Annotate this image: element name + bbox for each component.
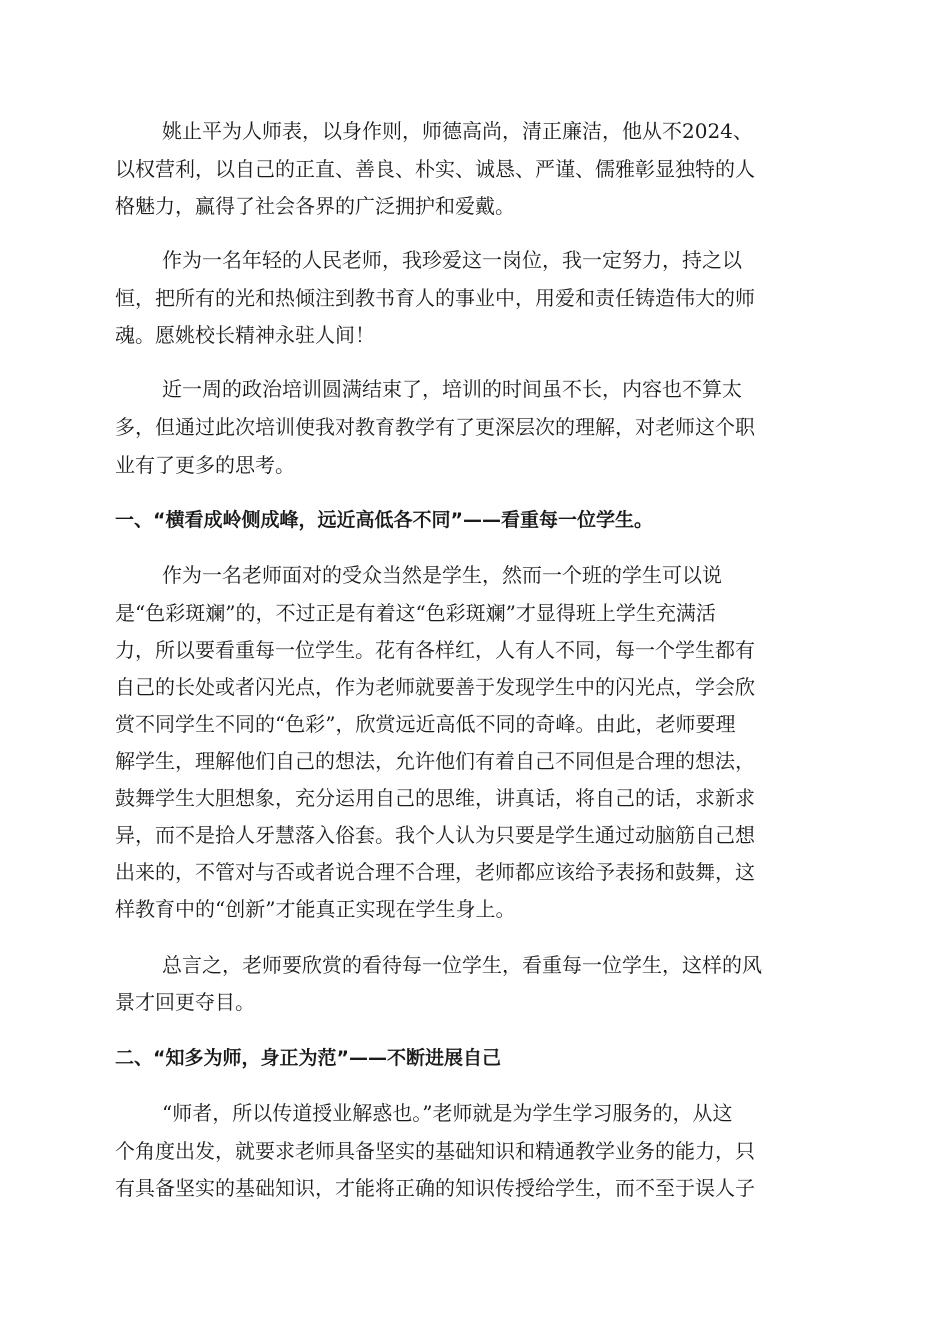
paragraph-3-line-3: 业有了更多的思考。 [115, 453, 295, 477]
paragraph-6-line-2: 个角度出发，就要求老师具备坚实的基础知识和精通教学业务的能力，只 [115, 1139, 755, 1163]
paragraph-1-line-2: 以权营利，以自己的正直、善良、朴实、诚恳、严谨、儒雅彰显独特的人 [115, 157, 755, 181]
paragraph-6-line-3: 有具备坚实的基础知识，才能将正确的知识传授给学生，而不至于误人子 [115, 1176, 755, 1200]
paragraph-1-line-3: 格魅力，赢得了社会各界的广泛拥护和爱戴。 [115, 194, 515, 218]
paragraph-4-line-7: 鼓舞学生大胆想象，充分运用自己的思维，讲真话，将自己的话，求新求 [115, 786, 755, 810]
paragraph-4-line-8: 异，而不是拾人牙慧落入俗套。我个人认为只要是学生通过动脑筋自己想 [115, 823, 755, 847]
paragraph-4-line-1: 作为一名老师面对的受众当然是学生，然而一个班的学生可以说 [162, 563, 722, 587]
section-heading-2: 二、“知多为师，身正为范”——不断进展自己 [115, 1047, 501, 1069]
paragraph-2-line-3: 魂。愿姚校长精神永驻人间！ [115, 323, 375, 347]
paragraph-5-line-2: 景才回更夺目。 [115, 990, 255, 1014]
paragraph-4-line-4: 自己的长处或者闪光点，作为老师就要善于发现学生中的闪光点，学会欣 [115, 675, 755, 699]
paragraph-3-line-2: 多，但通过此次培训使我对教育教学有了更深层次的理解，对老师这个职 [115, 415, 755, 439]
paragraph-4-line-3: 力，所以要看重每一位学生。花有各样红，人有人不同，每一个学生都有 [115, 638, 755, 662]
paragraph-2-line-1: 作为一名年轻的人民老师，我珍爱这一岗位，我一定努力，持之以 [162, 248, 742, 272]
paragraph-4-line-5: 赏不同学生不同的“色彩”，欣赏远近高低不同的奇峰。由此，老师要理 [115, 712, 736, 736]
paragraph-2-line-2: 恒，把所有的光和热倾注到教书育人的事业中，用爱和责任铸造伟大的师 [115, 286, 755, 310]
paragraph-4-line-6: 解学生，理解他们自己的想法，允许他们有着自己不同但是合理的想法， [115, 749, 755, 773]
paragraph-4-line-2: 是“色彩斑斓”的，不过正是有着这“色彩斑斓”才显得班上学生充满活 [115, 601, 716, 625]
paragraph-5-line-1: 总言之，老师要欣赏的看待每一位学生，看重每一位学生，这样的风 [162, 953, 762, 977]
paragraph-4-line-9: 出来的，不管对与否或者说合理不合理，老师都应该给予表扬和鼓舞，这 [115, 860, 755, 884]
section-heading-1: 一、“横看成岭侧成峰，远近高低各不同”——看重每一位学生。 [115, 509, 653, 531]
paragraph-1-line-1: 姚止平为人师表，以身作则，师德高尚，清正廉洁，他从不2024、 [162, 119, 753, 143]
paragraph-6-line-1: “师者，所以传道授业解惑也。”老师就是为学生学习服务的，从这 [162, 1101, 733, 1125]
paragraph-4-line-10: 样教育中的“创新”才能真正实现在学生身上。 [115, 897, 516, 921]
paragraph-3-line-1: 近一周的政治培训圆满结束了，培训的时间虽不长，内容也不算太 [162, 377, 742, 401]
